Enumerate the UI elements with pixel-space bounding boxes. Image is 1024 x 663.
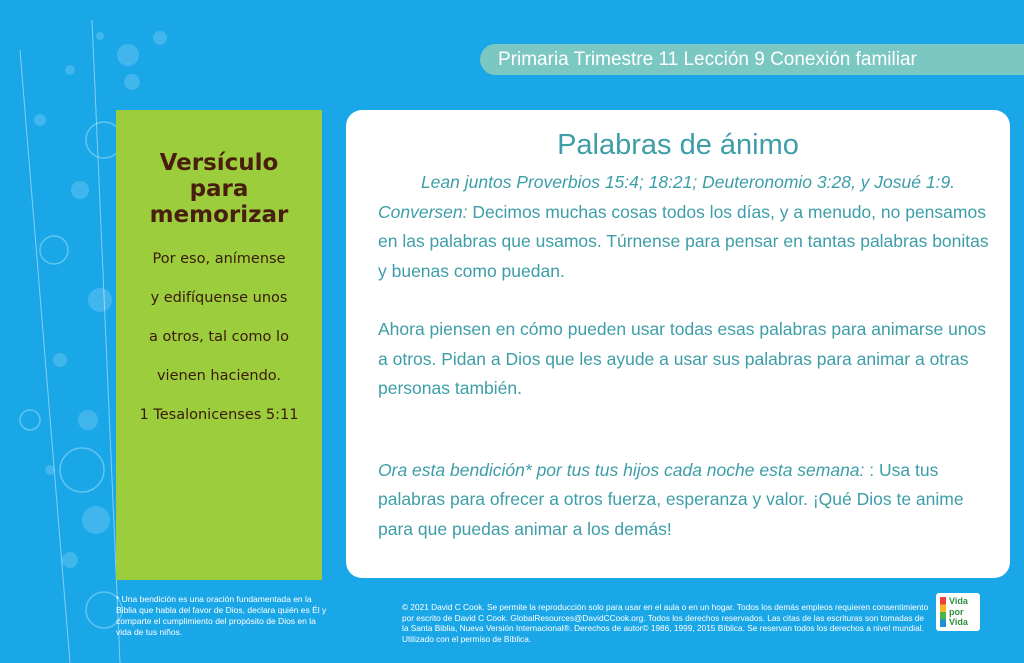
logo-line: por	[949, 606, 964, 617]
blessing-footnote: * Una bendición es una oración fundamentada en la Biblia que habla del favor de Dios, declara quién es Él y comparte el cumplimiento del propósito de Dios en la vida de tus niños.	[116, 594, 327, 637]
vida-por-vida-logo	[936, 593, 980, 631]
memory-verse-line: a otros, tal como lo	[149, 329, 289, 345]
logo-text	[949, 596, 968, 628]
header-title: Primaria Trimestre 11 Lección 9 Conexión familiar	[480, 44, 1024, 75]
memory-verse-line: vienen haciendo.	[156, 368, 282, 384]
blessing-paragraph	[378, 456, 998, 545]
card-title: Palabras de ánimo	[557, 129, 799, 161]
converse-label: Conversen:	[378, 201, 468, 222]
logo-line: Vida	[949, 617, 968, 627]
encourage-paragraph: Ahora piensen en cómo pueden usar todas esas palabras para animarse unos a otros. Pidan a Dios que les ayude a usar sus palabras para animar a otras personas también.	[378, 319, 987, 398]
card-body	[378, 168, 998, 544]
memory-verse-line: y edifíquense unos	[150, 290, 288, 306]
memory-verse-reference: 1 Tesalonicenses 5:11	[139, 407, 299, 423]
copyright-notice: © 2021 David C Cook. Se permite la reproducción solo para usar en el aula o en un hogar. Todos los demás empleos requieren consentimiento por escrito de David C Cook. GlobalResources@DavidCCook.org. Todos los derechos reservados. Las citas de las escrituras son tomadas de la Santa Biblia, Nueva Versión Internacional®. Derechos de autor© 1986, 1999, 2015 Bíblica. Se reservan todos los derechos a nivel mundial. Utilizado con el permiso de Bíblica.	[402, 602, 929, 644]
logo-color-bar	[940, 597, 946, 627]
memory-verse-title-line: para	[189, 176, 249, 202]
blessing-label: Ora esta bendición* por tus tus hijos cada noche esta semana:	[378, 459, 865, 480]
memory-verse-text	[116, 240, 322, 396]
logo-line: Vida	[949, 596, 968, 606]
converse-text: Decimos muchas cosas todos los días, y a menudo, no pensamos en las palabras que usamos. Túrnense para pensar en tantas palabras bonitas y buenas como puedan.	[378, 201, 989, 281]
reading-reference: Lean juntos Proverbios 15:4; 18:21; Deuteronomio 3:28, y Josué 1:9.	[420, 172, 956, 192]
memory-verse-title	[116, 150, 322, 228]
memory-verse-title-line: Versículo	[159, 150, 279, 176]
activity-card	[346, 110, 1010, 578]
memory-verse-panel	[116, 110, 322, 580]
memory-verse-title-line: memorizar	[149, 202, 289, 228]
blessing-text: : Usa tus palabras para ofrecer a otros fuerza, esperanza y valor. ¡Qué Dios te anime para que puedas animar a los demás!	[378, 459, 964, 539]
memory-verse-line: Por eso, anímense	[152, 251, 286, 267]
converse-paragraph	[378, 198, 998, 287]
